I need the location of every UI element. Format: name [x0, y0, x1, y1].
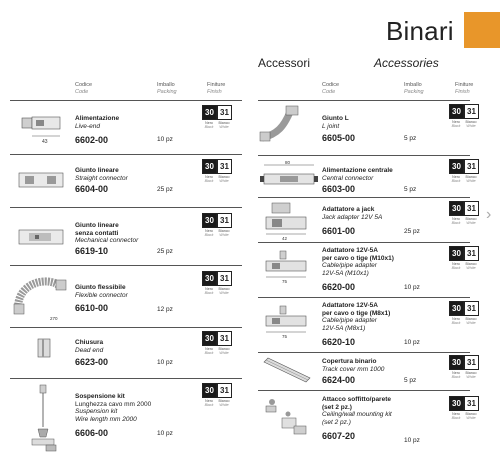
finish-white-label: [464, 262, 478, 270]
finish-white-en: White: [466, 221, 476, 225]
finish-black-label: [202, 347, 216, 355]
product-name-it: Attacco soffitto/parete: [322, 396, 391, 403]
product-name-it: Alimentazione centrale: [322, 167, 393, 174]
finish-white-it: Bianco: [218, 399, 230, 403]
product-name-en: Track cover mm 1000: [322, 365, 385, 373]
finish-black-swatch: 30: [202, 213, 217, 228]
product-code: 6624-00: [322, 375, 356, 385]
finish-black-swatch: 30: [202, 271, 217, 286]
finish-white-it: Bianco: [218, 229, 230, 233]
product-name: [322, 358, 384, 373]
product-name: [322, 302, 390, 332]
finish-black-it: Nero: [205, 175, 213, 179]
product-packing: 5 pz: [404, 135, 417, 142]
finish-black-en: Black: [204, 403, 214, 407]
row-divider: [10, 207, 242, 208]
cable-adapter-m10-image: [262, 249, 314, 285]
product-name-en: Dead end: [75, 346, 104, 354]
head-code-en-r: Code: [322, 89, 336, 95]
product-name: [75, 393, 151, 423]
product-packing: 25 pz: [157, 186, 173, 193]
finish-white-swatch: 31: [464, 104, 479, 119]
finish-white-it: Bianco: [465, 262, 477, 266]
finish-black-it: Nero: [205, 287, 213, 291]
finish-white-it: Bianco: [218, 287, 230, 291]
finish-white-en: White: [466, 124, 476, 128]
head-code-en: Code: [75, 89, 89, 95]
product-packing: 12 pz: [157, 306, 173, 313]
product-name-it: Giunto flessibile: [75, 284, 126, 291]
finish-black-it: Nero: [205, 399, 213, 403]
svg-text:80: 80: [285, 160, 291, 165]
track-cover-image: [260, 356, 314, 388]
finish-white-label: [464, 217, 478, 225]
product-name: [75, 115, 119, 130]
row-divider: [10, 265, 242, 266]
product-packing: 10 pz: [404, 437, 420, 444]
product-name-en-2: 12V-5A (M8x1): [322, 324, 366, 332]
product-name-it-2: Lunghezza cavo mm 2000: [75, 400, 152, 408]
cable-adapter-m8-image: [262, 304, 314, 340]
product-code: 6620-10: [322, 337, 356, 347]
finish-black-en: Black: [451, 221, 461, 225]
section-title-en: Accessories: [374, 56, 439, 70]
product-name-en: Cable/pipe adapter: [322, 262, 377, 269]
right-head-pack: [404, 82, 424, 96]
finish-black-label: [449, 217, 463, 225]
finish-black-en: Black: [451, 124, 461, 128]
product-name-it: Giunto L: [322, 115, 349, 122]
finish-white-swatch: 31: [464, 355, 479, 370]
finish-white-it: Bianco: [465, 217, 477, 221]
product-name: [322, 115, 349, 130]
row-divider: [10, 378, 242, 379]
row-divider: [258, 242, 470, 243]
product-name-en: Flexible connector: [75, 291, 128, 299]
finish-white-swatch: 31: [217, 271, 232, 286]
finish-black-en: Black: [451, 179, 461, 183]
product-name-it: Copertura binario: [322, 358, 377, 365]
finish-white-swatch: 31: [464, 396, 479, 411]
finish-black-label: [202, 399, 216, 407]
finish-white-it: Bianco: [465, 412, 477, 416]
product-packing: 5 pz: [404, 186, 417, 193]
flexible-connector-image: [12, 272, 70, 322]
finish-black-swatch: 30: [449, 246, 464, 261]
head-finiture-r: Finiture: [455, 82, 474, 88]
finish-black-swatch: 30: [449, 355, 464, 370]
finish-white-it: Bianco: [465, 175, 477, 179]
row-divider: [10, 154, 242, 155]
product-name-it: Giunto lineare: [75, 222, 119, 229]
finish-white-label: [464, 412, 478, 420]
head-finiture: Finiture: [207, 82, 226, 88]
finish-black-swatch: 30: [202, 383, 217, 398]
row-divider: [258, 297, 470, 298]
product-code: 6619-10: [75, 246, 109, 256]
product-name-en: Cable/pipe adapter: [322, 317, 377, 324]
product-name-en: Live-end: [75, 122, 100, 130]
product-name: [322, 206, 382, 221]
suspension-kit-image: [26, 383, 60, 455]
finish-black-swatch: 30: [449, 396, 464, 411]
product-name-en: L joint: [322, 122, 340, 130]
product-packing: 10 pz: [404, 339, 420, 346]
finish-white-en: White: [466, 179, 476, 183]
finish-white-en: White: [466, 416, 476, 420]
product-packing: 10 pz: [157, 430, 173, 437]
product-code: 6604-00: [75, 184, 109, 194]
finish-white-en: White: [466, 375, 476, 379]
product-packing: 10 pz: [404, 284, 420, 291]
product-name-en-2: Wire length mm 2000: [75, 415, 137, 423]
head-imballo-r: Imballo: [404, 82, 422, 88]
product-name-it: Adattatore 12V-5A: [322, 247, 378, 254]
finish-black-en: Black: [451, 416, 461, 420]
finish-white-swatch: 31: [464, 246, 479, 261]
row-divider: [258, 390, 470, 391]
product-name-it: Adattatore a jack: [322, 206, 375, 213]
product-name-it: Chiusura: [75, 339, 104, 346]
finish-black-it: Nero: [205, 121, 213, 125]
finish-black-it: Nero: [452, 175, 460, 179]
finish-white-en: White: [219, 403, 229, 407]
finish-black-it: Nero: [452, 317, 460, 321]
finish-black-label: [202, 287, 216, 295]
finish-black-en: Black: [451, 266, 461, 270]
product-name: [322, 396, 392, 426]
product-name: [75, 167, 128, 182]
head-packing-en: Packing: [157, 89, 177, 95]
product-name-en-2: 12V-5A (M10x1): [322, 269, 369, 277]
product-name: [322, 167, 393, 182]
head-finish-en-r: Finish: [455, 89, 470, 95]
product-packing: 10 pz: [157, 136, 173, 143]
section-title-it: Accessori: [258, 56, 311, 70]
page-title: Binari: [386, 16, 454, 46]
finish-white-label: [217, 347, 231, 355]
left-head-code: [75, 82, 92, 96]
finish-white-label: [464, 371, 478, 379]
straight-connector-image: [17, 170, 67, 192]
row-divider: [258, 100, 470, 101]
product-name-en: Central connector: [322, 174, 374, 182]
finish-black-en: Black: [204, 179, 214, 183]
finish-black-it: Nero: [205, 229, 213, 233]
finish-black-label: [202, 229, 216, 237]
mounting-kit-image: [264, 396, 312, 442]
svg-text:270: 270: [50, 316, 58, 321]
product-name-en: Suspension kit: [75, 408, 118, 415]
product-name-it-2: (set 2 pz.): [322, 403, 352, 411]
right-head-code: [322, 82, 339, 96]
jack-adapter-image: [262, 201, 314, 241]
head-codice-r: Codice: [322, 82, 340, 88]
finish-white-label: [217, 229, 231, 237]
row-divider: [258, 352, 470, 353]
finish-white-label: [217, 121, 231, 129]
finish-black-swatch: 30: [449, 104, 464, 119]
finish-white-swatch: 31: [217, 383, 232, 398]
finish-white-label: [217, 287, 231, 295]
product-name-it-2: per cavo o tige (M8x1): [322, 309, 391, 317]
head-packing-en-r: Packing: [404, 89, 424, 95]
product-code: 6620-00: [322, 282, 356, 292]
left-head-finish: [207, 82, 225, 96]
finish-black-en: Black: [451, 375, 461, 379]
finish-black-label: [449, 371, 463, 379]
product-packing: 5 pz: [404, 377, 417, 384]
product-code: 6610-00: [75, 303, 109, 313]
finish-white-label: [464, 120, 478, 128]
finish-black-swatch: 30: [449, 201, 464, 216]
finish-black-it: Nero: [205, 347, 213, 351]
finish-black-label: [449, 175, 463, 183]
l-joint-image: [258, 104, 312, 144]
row-divider: [10, 100, 242, 101]
finish-black-en: Black: [451, 321, 461, 325]
finish-white-label: [464, 317, 478, 325]
finish-white-it: Bianco: [465, 120, 477, 124]
finish-white-swatch: 31: [464, 301, 479, 316]
left-head-pack: [157, 82, 177, 96]
row-divider: [258, 197, 470, 198]
finish-white-swatch: 31: [217, 159, 232, 174]
accent-bar: [464, 12, 500, 48]
product-code: 6607-20: [322, 431, 356, 441]
finish-black-it: Nero: [452, 120, 460, 124]
product-name-en-2: (set 2 pz.): [322, 418, 351, 426]
finish-black-swatch: 30: [449, 301, 464, 316]
product-name-it: Giunto lineare: [75, 167, 119, 174]
product-name-it: Alimentazione: [75, 115, 120, 122]
finish-white-en: White: [219, 351, 229, 355]
product-packing: 10 pz: [157, 359, 173, 366]
svg-text:75: 75: [282, 279, 288, 284]
finish-black-swatch: 30: [449, 159, 464, 174]
product-code: 6606-00: [75, 428, 109, 438]
product-name: [75, 339, 103, 354]
chevron-right-icon[interactable]: ›: [486, 206, 492, 223]
finish-white-it: Bianco: [218, 347, 230, 351]
svg-text:42: 42: [282, 236, 288, 241]
finish-black-label: [449, 120, 463, 128]
finish-white-swatch: 31: [217, 331, 232, 346]
finish-white-en: White: [219, 125, 229, 129]
finish-black-it: Nero: [452, 371, 460, 375]
product-code: 6603-00: [322, 184, 356, 194]
product-code: 6623-00: [75, 357, 109, 367]
finish-black-swatch: 30: [202, 331, 217, 346]
head-codice: Codice: [75, 82, 93, 88]
product-name-en: Jack adapter 12V 5A: [322, 213, 383, 221]
finish-black-label: [449, 262, 463, 270]
finish-black-en: Black: [204, 125, 214, 129]
finish-black-en: Black: [204, 351, 214, 355]
finish-white-en: White: [219, 291, 229, 295]
finish-white-label: [464, 175, 478, 183]
row-divider: [258, 155, 470, 156]
finish-white-en: White: [219, 179, 229, 183]
product-name: [75, 222, 138, 245]
product-name-en: Mechanical connector: [75, 237, 139, 244]
finish-white-en: White: [466, 321, 476, 325]
finish-black-it: Nero: [452, 217, 460, 221]
finish-black-label: [449, 412, 463, 420]
finish-black-label: [202, 175, 216, 183]
finish-white-label: [217, 399, 231, 407]
dead-end-image: [34, 336, 56, 362]
finish-black-en: Black: [204, 233, 214, 237]
finish-black-it: Nero: [452, 412, 460, 416]
finish-white-swatch: 31: [464, 159, 479, 174]
product-name-it-2: senza contatti: [75, 229, 119, 237]
right-head-finish: [455, 82, 473, 96]
central-connector-image: [258, 160, 320, 194]
finish-white-it: Bianco: [465, 371, 477, 375]
finish-white-it: Bianco: [218, 175, 230, 179]
finish-white-swatch: 31: [464, 201, 479, 216]
product-packing: 25 pz: [404, 228, 420, 235]
product-name: [75, 284, 128, 299]
product-code: 6602-00: [75, 135, 109, 145]
finish-black-swatch: 30: [202, 105, 217, 120]
finish-black-en: Black: [204, 291, 214, 295]
finish-white-it: Bianco: [465, 317, 477, 321]
finish-black-swatch: 30: [202, 159, 217, 174]
finish-white-en: White: [466, 266, 476, 270]
row-divider: [10, 327, 242, 328]
product-name: [322, 247, 394, 277]
product-name-it-2: per cavo o tige (M10x1): [322, 254, 394, 262]
finish-white-en: White: [219, 233, 229, 237]
finish-black-label: [202, 121, 216, 129]
head-imballo: Imballo: [157, 82, 175, 88]
product-name-en: Ceiling/wall mounting kit: [322, 411, 392, 418]
product-code: 6601-00: [322, 226, 356, 236]
mechanical-connector-image: [17, 227, 67, 249]
finish-black-label: [449, 317, 463, 325]
finish-white-swatch: 31: [217, 105, 232, 120]
finish-white-label: [217, 175, 231, 183]
finish-white-swatch: 31: [217, 213, 232, 228]
svg-text:75: 75: [282, 334, 288, 339]
product-code: 6605-00: [322, 133, 356, 143]
svg-text:43: 43: [42, 139, 48, 145]
product-name-en: Straight connector: [75, 174, 128, 182]
finish-white-it: Bianco: [218, 121, 230, 125]
live-end-image: [20, 112, 64, 146]
product-name-it: Adattatore 12V-5A: [322, 302, 378, 309]
product-name-it: Sospensione kit: [75, 393, 125, 400]
finish-black-it: Nero: [452, 262, 460, 266]
product-packing: 25 pz: [157, 248, 173, 255]
head-finish-en: Finish: [207, 89, 222, 95]
